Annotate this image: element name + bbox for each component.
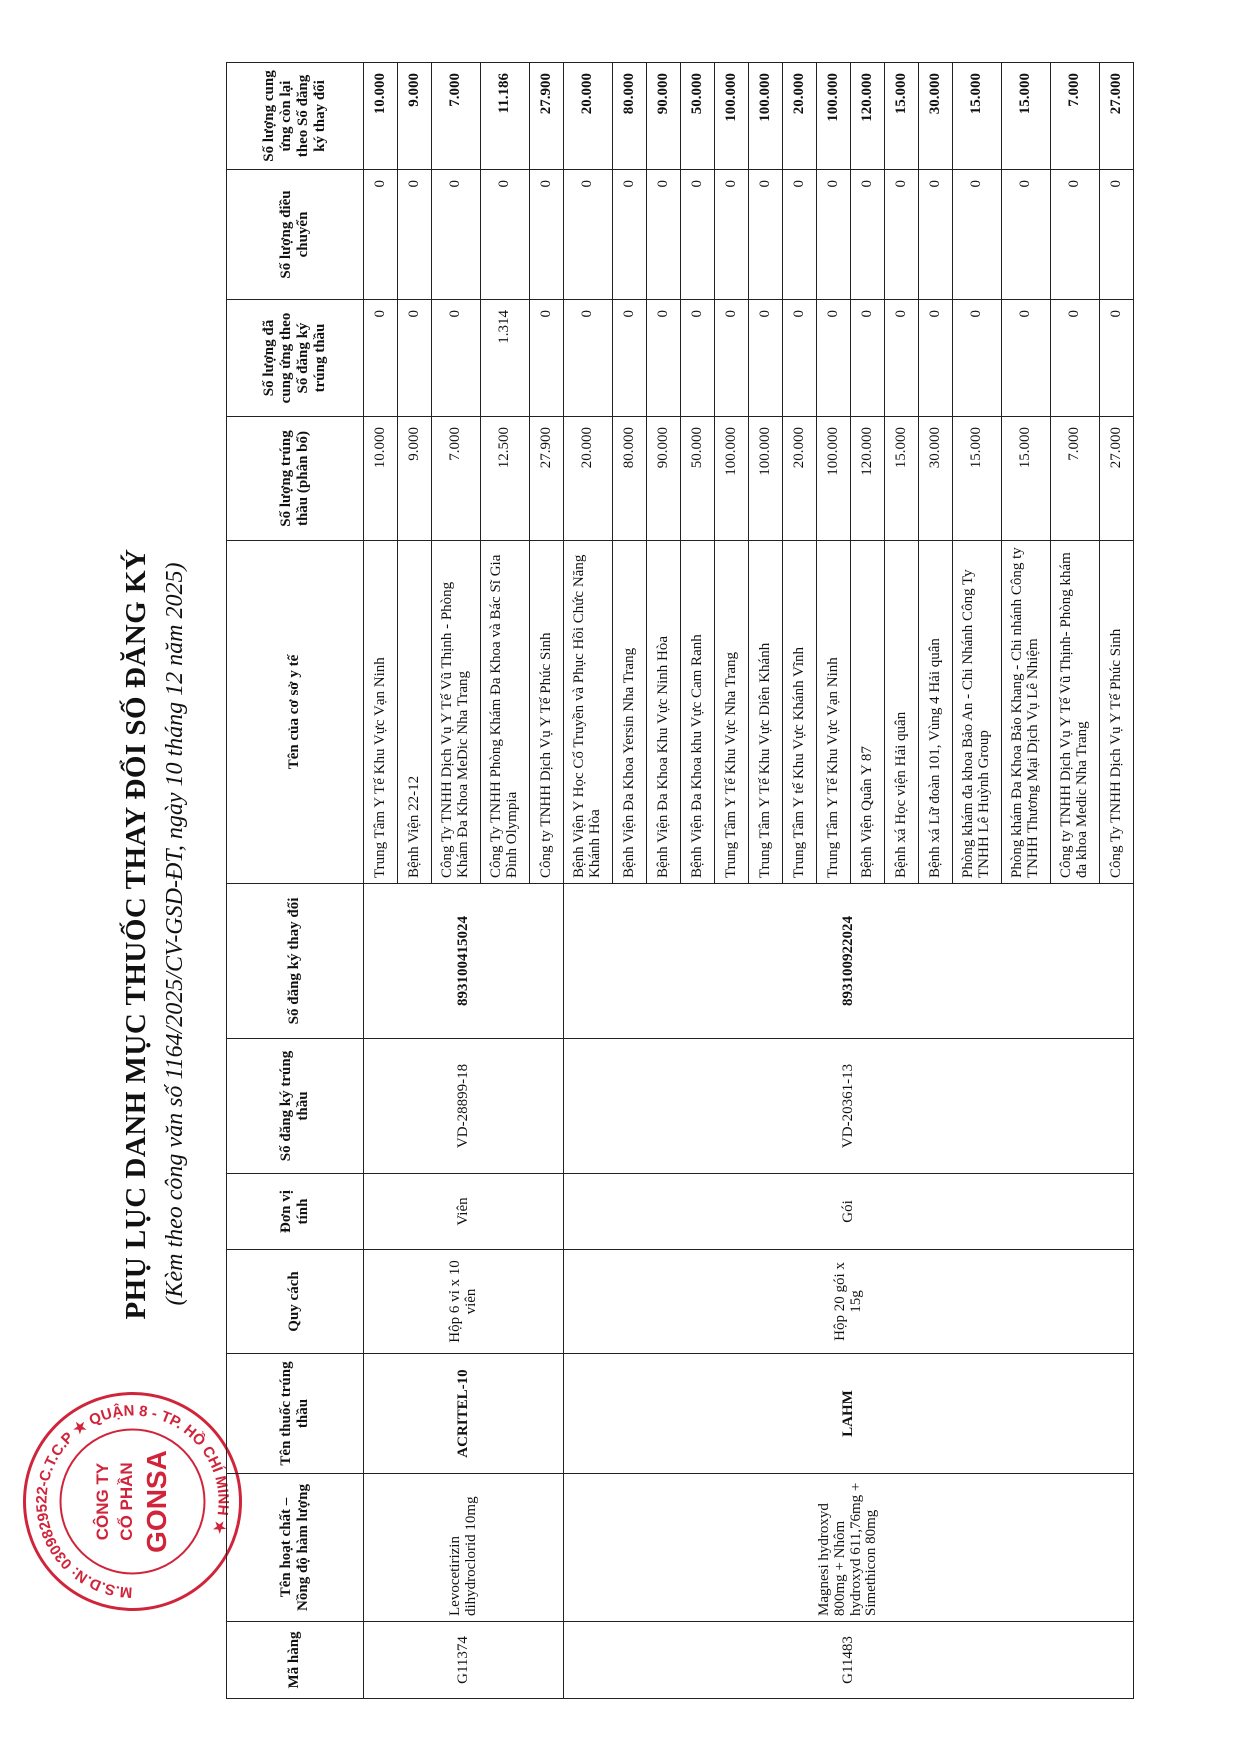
sl-da-cung-ung-cell: 0 [851, 300, 885, 417]
sl-con-lai-cell: 120.000 [851, 63, 885, 170]
sl-dieu-chuyen-cell: 0 [715, 170, 749, 300]
co-so-cell: Bệnh xá Học viện Hải quân [885, 541, 919, 884]
sl-dieu-chuyen-cell: 0 [919, 170, 953, 300]
sl-con-lai-cell: 100.000 [749, 63, 783, 170]
sl-dieu-chuyen-cell: 0 [953, 170, 1002, 300]
sl-con-lai-cell: 100.000 [715, 63, 749, 170]
quy-cach-cell: Hộp 6 vỉ x 10 viên [364, 1250, 564, 1354]
sl-trung-thau-cell: 20.000 [783, 417, 817, 541]
sdk-thay-doi-cell: 893100415024 [364, 884, 564, 1039]
co-so-cell: Bệnh Viện Đa Khoa Khu Vực Ninh Hòa [647, 541, 681, 884]
table-row [564, 63, 613, 1699]
table-header-row [227, 63, 364, 1699]
sl-da-cung-ung-cell: 0 [1002, 300, 1051, 417]
sl-trung-thau-cell: 15.000 [953, 417, 1002, 541]
sl-da-cung-ung-cell: 0 [364, 300, 398, 417]
sl-da-cung-ung-cell: 0 [749, 300, 783, 417]
sl-con-lai-cell: 15.000 [885, 63, 919, 170]
sl-con-lai-cell: 30.000 [919, 63, 953, 170]
drug-registration-table [226, 62, 1134, 1699]
co-so-cell: Phòng khám Đa Khoa Bảo Khang - Chi nhánh Công ty TNHH Thương Mại Dịch Vụ Lê Nhiệm [1002, 541, 1051, 884]
sl-da-cung-ung-cell: 0 [783, 300, 817, 417]
sl-dieu-chuyen-cell: 0 [432, 170, 481, 300]
hoat-chat-cell: Levocetirizin dihydroclorid 10mg [364, 1474, 564, 1622]
sl-con-lai-cell: 15.000 [1002, 63, 1051, 170]
sl-da-cung-ung-cell: 0 [817, 300, 851, 417]
sl-con-lai-cell: 27.900 [530, 63, 564, 170]
header-sl-con-lai: Số lượng cung ứng còn lại theo Số đăng ký thay đổi [227, 63, 364, 170]
ten-thuoc-cell: ACRITEL-10 [364, 1354, 564, 1474]
sl-da-cung-ung-cell: 0 [681, 300, 715, 417]
sl-trung-thau-cell: 27.000 [1100, 417, 1134, 541]
sl-da-cung-ung-cell: 0 [885, 300, 919, 417]
ma-hang-cell: G11374 [364, 1622, 564, 1699]
sl-da-cung-ung-cell: 0 [1051, 300, 1100, 417]
sl-da-cung-ung-cell: 0 [919, 300, 953, 417]
sl-dieu-chuyen-cell: 0 [749, 170, 783, 300]
header-ten-thuoc: Tên thuốc trúng thầu [227, 1354, 364, 1474]
sl-dieu-chuyen-cell: 0 [564, 170, 613, 300]
ma-hang-cell: G11483 [564, 1622, 1134, 1699]
seal-line3: GONSA [141, 1450, 172, 1553]
sl-trung-thau-cell: 7.000 [432, 417, 481, 541]
sl-dieu-chuyen-cell: 0 [681, 170, 715, 300]
sl-dieu-chuyen-cell: 0 [481, 170, 530, 300]
don-vi-cell: Viên [364, 1174, 564, 1250]
sdk-thay-doi-cell: 893100922024 [564, 884, 1134, 1039]
sl-da-cung-ung-cell: 0 [613, 300, 647, 417]
sl-dieu-chuyen-cell: 0 [530, 170, 564, 300]
sl-dieu-chuyen-cell: 0 [647, 170, 681, 300]
sl-con-lai-cell: 20.000 [783, 63, 817, 170]
co-so-cell: Bệnh Viện Đa Khoa Yersin Nha Trang [613, 541, 647, 884]
sl-con-lai-cell: 80.000 [613, 63, 647, 170]
co-so-cell: Công Ty TNHH Dịch Vụ Y Tế Vũ Thịnh - Phòng Khám Đa Khoa MeDic Nha Trang [432, 541, 481, 884]
sl-da-cung-ung-cell: 0 [1100, 300, 1134, 417]
sl-da-cung-ung-cell: 0 [647, 300, 681, 417]
co-so-cell: Bệnh Viện 22-12 [398, 541, 432, 884]
co-so-cell: Phòng khám đa khoa Bảo An - Chi Nhánh Công Ty TNHH Lê Huỳnh Group [953, 541, 1002, 884]
sl-da-cung-ung-cell: 0 [432, 300, 481, 417]
sl-trung-thau-cell: 15.000 [885, 417, 919, 541]
co-so-cell: Công ty TNHH Dịch Vụ Y Tế Phúc Sinh [530, 541, 564, 884]
sl-trung-thau-cell: 20.000 [564, 417, 613, 541]
header-co-so: Tên của cơ sở y tế [227, 541, 364, 884]
sl-dieu-chuyen-cell: 0 [885, 170, 919, 300]
sdk-trung-thau-cell: VD-28899-18 [364, 1039, 564, 1174]
header-hoat-chat: Tên hoạt chất – Nồng độ hàm lượng [227, 1474, 364, 1622]
sl-con-lai-cell: 11.186 [481, 63, 530, 170]
sl-dieu-chuyen-cell: 0 [613, 170, 647, 300]
sl-con-lai-cell: 27.000 [1100, 63, 1134, 170]
document-subtitle: (Kèm theo công văn số 1164/2025/CV-GSD-ĐT, ngày 10 tháng 12 năm 2025) [162, 562, 188, 1306]
sl-da-cung-ung-cell: 0 [953, 300, 1002, 417]
sl-trung-thau-cell: 80.000 [613, 417, 647, 541]
co-so-cell: Công Ty TNHH Phòng Khám Đa Khoa và Bác Sĩ Gia Đình Olympia [481, 541, 530, 884]
sl-da-cung-ung-cell: 0 [715, 300, 749, 417]
header-sl-trung-thau: Số lượng trúng thầu (phân bổ) [227, 417, 364, 541]
sl-trung-thau-cell: 100.000 [817, 417, 851, 541]
co-so-cell: Trung Tâm Y Tế Khu Vực Nha Trang [715, 541, 749, 884]
sl-trung-thau-cell: 120.000 [851, 417, 885, 541]
sl-con-lai-cell: 7.000 [1051, 63, 1100, 170]
sl-trung-thau-cell: 90.000 [647, 417, 681, 541]
co-so-cell: Trung Tâm Y Tế Khu Vực Vạn Ninh [364, 541, 398, 884]
co-so-cell: Bệnh Viện Đa Khoa khu Vực Cam Ranh [681, 541, 715, 884]
sl-con-lai-cell: 50.000 [681, 63, 715, 170]
co-so-cell: Công Ty TNHH Dịch Vụ Y Tế Phúc Sinh [1100, 541, 1134, 884]
sl-trung-thau-cell: 10.000 [364, 417, 398, 541]
sl-da-cung-ung-cell: 1.314 [481, 300, 530, 417]
header-sdk-trung-thau: Số đăng ký trúng thầu [227, 1039, 364, 1174]
sl-dieu-chuyen-cell: 0 [1002, 170, 1051, 300]
co-so-cell: Bệnh Viện Quân Y 87 [851, 541, 885, 884]
header-quy-cach: Quy cách [227, 1250, 364, 1354]
sl-con-lai-cell: 10.000 [364, 63, 398, 170]
sl-trung-thau-cell: 100.000 [749, 417, 783, 541]
sl-trung-thau-cell: 100.000 [715, 417, 749, 541]
ten-thuoc-cell: LAHM [564, 1354, 1134, 1474]
co-so-cell: Trung Tâm Y tế Khu Vực Khánh Vĩnh [783, 541, 817, 884]
sl-dieu-chuyen-cell: 0 [783, 170, 817, 300]
sl-con-lai-cell: 20.000 [564, 63, 613, 170]
header-sl-dieu-chuyen: Số lượng điều chuyển [227, 170, 364, 300]
sl-con-lai-cell: 9.000 [398, 63, 432, 170]
don-vi-cell: Gói [564, 1174, 1134, 1250]
table-row [364, 63, 398, 1699]
hoat-chat-cell: Magnesi hydroxyd 800mg + Nhôm hydroxyd 611,76mg + Simethicon 80mg [564, 1474, 1134, 1622]
co-so-cell: Bệnh xá Lữ đoàn 101, Vùng 4 Hải quân [919, 541, 953, 884]
sl-da-cung-ung-cell: 0 [398, 300, 432, 417]
sl-trung-thau-cell: 9.000 [398, 417, 432, 541]
sl-dieu-chuyen-cell: 0 [851, 170, 885, 300]
header-sl-da-cung-ung: Số lượng đã cung ứng theo Số đăng ký trúng thầu [227, 300, 364, 417]
co-so-cell: Trung Tâm Y Tế Khu Vực Diên Khánh [749, 541, 783, 884]
header-don-vi: Đơn vị tính [227, 1174, 364, 1250]
sl-trung-thau-cell: 12.500 [481, 417, 530, 541]
sl-trung-thau-cell: 7.000 [1051, 417, 1100, 541]
sl-dieu-chuyen-cell: 0 [1051, 170, 1100, 300]
header-sdk-thay-doi: Số đăng ký thay đổi [227, 884, 364, 1039]
sl-con-lai-cell: 7.000 [432, 63, 481, 170]
sl-trung-thau-cell: 27.900 [530, 417, 564, 541]
sl-trung-thau-cell: 15.000 [1002, 417, 1051, 541]
seal-ring-text: M.S.D.N: 0309829522-C.T.C.P ★ QUẬN 8 - TP. HỒ CHÍ MINH ★ [33, 1402, 232, 1601]
sl-trung-thau-cell: 30.000 [919, 417, 953, 541]
sl-trung-thau-cell: 50.000 [681, 417, 715, 541]
sl-da-cung-ung-cell: 0 [530, 300, 564, 417]
sl-da-cung-ung-cell: 0 [564, 300, 613, 417]
header-ma-hang: Mã hàng [227, 1622, 364, 1699]
co-so-cell: Trung Tâm Y Tế Khu Vực Vạn Ninh [817, 541, 851, 884]
sl-con-lai-cell: 15.000 [953, 63, 1002, 170]
co-so-cell: Công ty TNHH Dịch Vụ Y Tế Vũ Thịnh- Phòng khám đa khoa Medic Nha Trang [1051, 541, 1100, 884]
sl-con-lai-cell: 100.000 [817, 63, 851, 170]
sl-dieu-chuyen-cell: 0 [398, 170, 432, 300]
document-title: PHỤ LỤC DANH MỤC THUỐC THAY ĐỔI SỐ ĐĂNG KÝ [120, 548, 152, 1320]
quy-cach-cell: Hộp 20 gói x 15g [564, 1250, 1134, 1354]
sl-dieu-chuyen-cell: 0 [364, 170, 398, 300]
co-so-cell: Bệnh Viện Y Học Cổ Truyền và Phục Hồi Chức Năng Khánh Hòa [564, 541, 613, 884]
sl-dieu-chuyen-cell: 0 [1100, 170, 1134, 300]
sdk-trung-thau-cell: VD-20361-13 [564, 1039, 1134, 1174]
sl-con-lai-cell: 90.000 [647, 63, 681, 170]
seal-line1: CÔNG TY [93, 1462, 112, 1541]
sl-dieu-chuyen-cell: 0 [817, 170, 851, 300]
seal-line2: CỔ PHẦN [117, 1462, 136, 1541]
